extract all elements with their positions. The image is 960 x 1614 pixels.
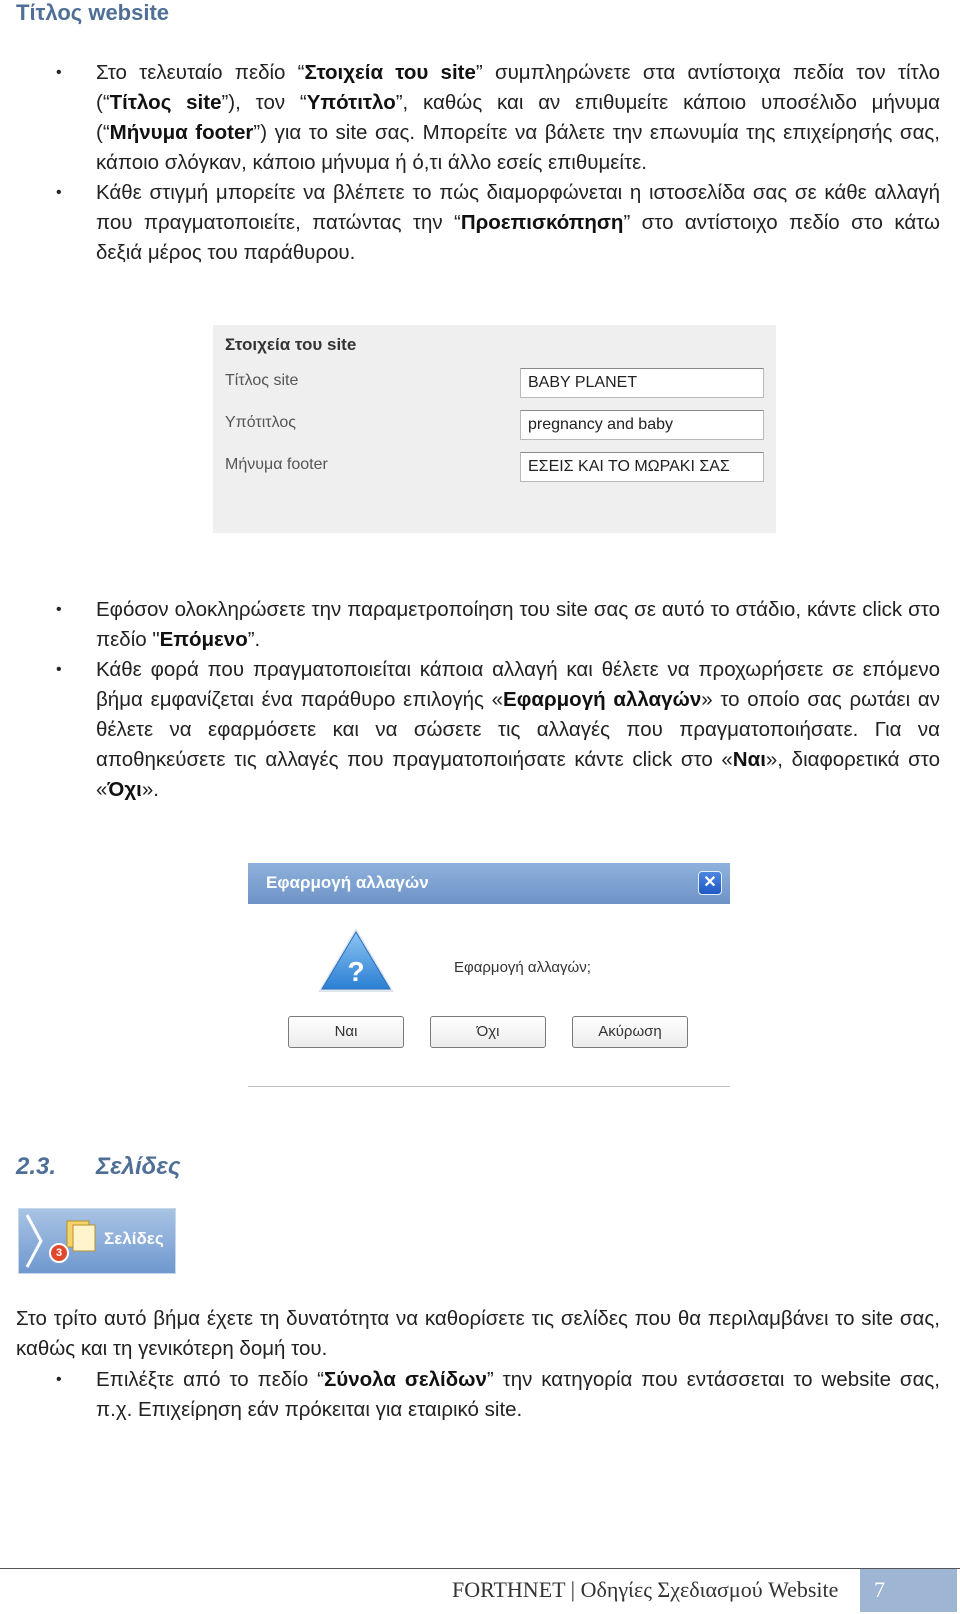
dialog-titlebar <box>248 863 730 904</box>
dialog-message: Εφαρμογή αλλαγών; <box>454 959 591 976</box>
list-item: • Κάθε στιγμή μπορείτε να βλέπετε το πώς διαμορφώνεται η ιστοσελίδα σας σε κάθε αλλαγή που πραγματοποιείτε, πατώντας την “Προεπισκόπηση” στο αντίστοιχο πεδίο στο κάτω δεξιά μέρος του παράθυρου. <box>56 178 940 268</box>
footer-text: FORTHNET | Οδηγίες Σχεδιασμού Website <box>452 1577 839 1602</box>
bullet-list <box>56 1365 940 1425</box>
step-badge: 3 <box>49 1243 69 1263</box>
site-title-label: Τίτλος site <box>225 372 299 389</box>
list-item: • Εφόσον ολοκληρώσετε την παραμετροποίηση του site σας σε αυτό το στάδιο, κάντε click στο πεδίο "Επόμενο”. <box>56 595 940 655</box>
footer-message-input[interactable]: ΕΣΕΙΣ ΚΑΙ ΤΟ ΜΩΡΑΚΙ ΣΑΣ <box>520 452 764 482</box>
subtitle-label: Υπότιτλος <box>225 414 296 431</box>
pages-step-label: Σελίδες <box>104 1229 164 1248</box>
yes-button[interactable]: Ναι <box>288 1016 404 1048</box>
warning-icon <box>316 926 396 996</box>
dialog-title: Εφαρμογή αλλαγών <box>266 873 429 892</box>
dialog-body <box>248 904 730 1087</box>
list-item: • Κάθε φορά που πραγματοποιείται κάποια αλλαγή και θέλετε να προχωρήσετε σε επόμενο βήμα εμφανίζεται ένα παράθυρο επιλογής «Εφαρμογή αλλαγών» το οποίο σας ρωτάει αν θέλετε να εφαρμόσετε και να σώσετε τις αλλαγές που πραγματοποιήσατε. Για να αποθηκεύσετε τις αλλαγές που πραγματοποιήσατε κάντε click στο «Ναι», διαφορετικά στο «Όχι». <box>56 655 940 805</box>
no-button[interactable]: Όχι <box>430 1016 546 1048</box>
page-number: 7 <box>874 1577 885 1602</box>
section-number: 2.3. <box>16 1153 57 1180</box>
bullet-list <box>56 58 940 268</box>
site-details-panel <box>213 325 776 533</box>
chevron-right-icon <box>21 1211 45 1271</box>
bullet-list <box>56 595 940 805</box>
section-heading: Τίτλος website <box>16 0 170 25</box>
question-mark: ? <box>347 956 365 987</box>
cancel-button[interactable]: Ακύρωση <box>572 1016 688 1048</box>
panel-title: Στοιχεία του site <box>225 335 357 354</box>
close-icon[interactable]: ✕ <box>698 871 722 895</box>
page-number-box <box>860 1569 957 1612</box>
list-item: • Στο τελευταίο πεδίο “Στοιχεία του site” συμπληρώνετε στα αντίστοιχα πεδία τον τίτλο (“Τίτλος site”), τον “Υπότιτλο”, καθώς και αν επιθυμείτε κάποιο υποσέλιδο μήνυμα (“Μήνυμα footer”) για το site σας. Μπορείτε να βάλετε την επωνυμία της επιχείρησής σας, κάποιο σλόγκαν, κάποιο μήνυμα ή ό,τι άλλο εσείς επιθυμείτε. <box>56 58 940 178</box>
footer-message-label: Μήνυμα footer <box>225 456 328 473</box>
section-title: Σελίδες <box>96 1153 181 1180</box>
list-item: • Επιλέξτε από το πεδίο “Σύνολα σελίδων” την κατηγορία που εντάσσεται το website σας, π.χ. Επιχείρηση εάν πρόκειται για εταιρικό site. <box>56 1365 940 1425</box>
site-title-input[interactable]: BABY PLANET <box>520 368 764 398</box>
subtitle-input[interactable]: pregnancy and baby <box>520 410 764 440</box>
footer-divider <box>0 1568 960 1569</box>
section-heading-2-3 <box>16 1153 181 1181</box>
divider <box>248 1086 730 1087</box>
paragraph: Στο τρίτο αυτό βήμα έχετε τη δυνατότητα να καθορίσετε τις σελίδες που θα περιλαμβάνει το site σας, καθώς και τη γενικότερη δομή του. <box>16 1307 940 1360</box>
pages-step-button[interactable] <box>18 1208 176 1274</box>
